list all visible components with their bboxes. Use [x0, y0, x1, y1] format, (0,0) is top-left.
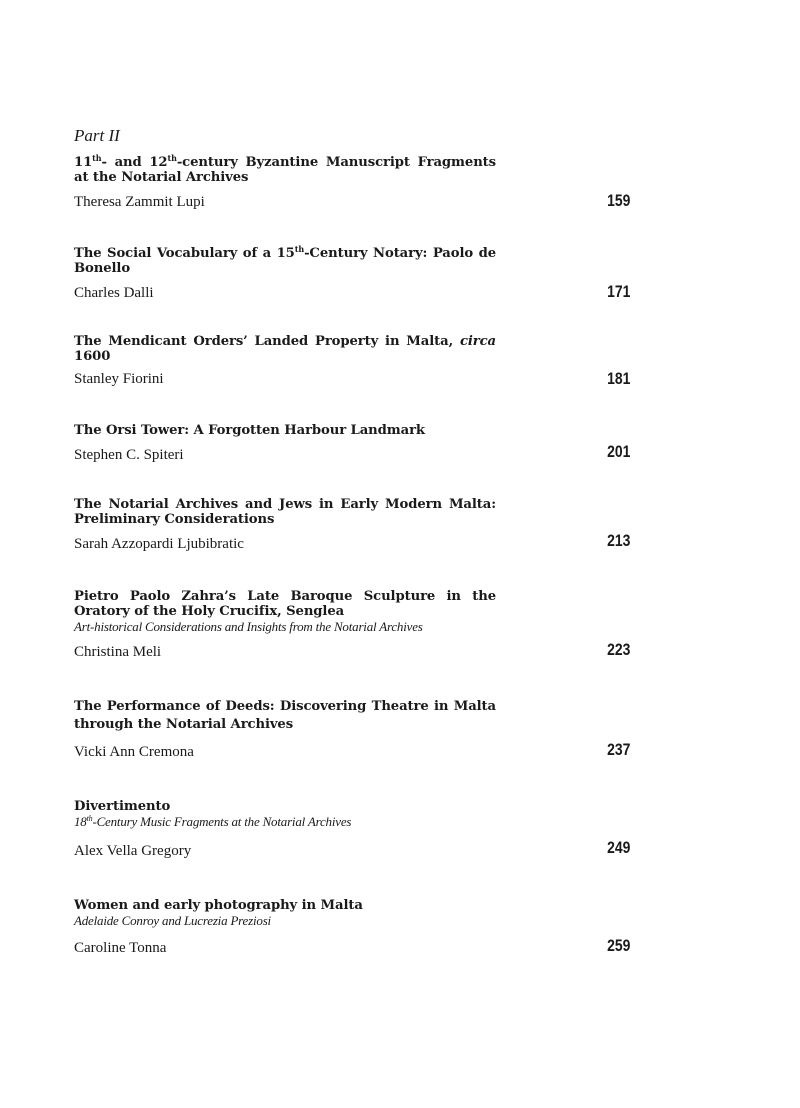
toc-entry[interactable] — [74, 423, 634, 463]
entry-author: Christina Meli — [74, 644, 162, 660]
toc-entry[interactable] — [74, 334, 634, 388]
entry-title: Pietro Paolo Zahra’s Late Baroque Sculpture in the Oratory of the Holy Crucifix, Senglea — [74, 589, 496, 619]
toc-entry[interactable] — [74, 799, 634, 859]
toc-entry[interactable] — [74, 244, 634, 301]
entry-author: Alex Vella Gregory — [74, 843, 192, 859]
entry-title: The Performance of Deeds: Discovering Theatre in Malta through the Notarial Archives — [74, 699, 496, 732]
entry-title: Divertimento — [74, 799, 171, 814]
entry-page-number: 201 — [606, 442, 630, 461]
entry-author: Stanley Fiorini — [74, 371, 164, 387]
entry-author: Charles Dalli — [74, 285, 154, 301]
entry-subtitle: 18th-Century Music Fragments at the Notarial Archives — [74, 814, 352, 829]
entry-page-number: 249 — [606, 838, 630, 857]
toc-entry[interactable] — [74, 497, 634, 552]
toc-entry[interactable] — [74, 698, 634, 760]
entry-title: 11th- and 12th-century Byzantine Manuscript Fragments at the Notarial Archives — [74, 153, 496, 185]
entry-page-number: 213 — [606, 531, 630, 550]
entry-subtitle: Art-historical Considerations and Insights from the Notarial Archives — [74, 619, 423, 634]
entry-title: The Orsi Tower: A Forgotten Harbour Landmark — [74, 423, 425, 438]
entry-author: Vicki Ann Cremona — [74, 744, 194, 760]
entry-page-number: 181 — [606, 369, 630, 388]
toc-entry[interactable] — [74, 898, 634, 956]
entry-title: The Social Vocabulary of a 15th-Century Notary: Paolo de Bonello — [74, 244, 497, 276]
entry-page-number: 223 — [606, 640, 630, 659]
entry-page-number: 259 — [606, 936, 630, 955]
toc-entry[interactable] — [74, 589, 634, 660]
entry-title: The Notarial Archives and Jews in Early Modern Malta: Preliminary Considerations — [74, 497, 496, 527]
entry-author: Stephen C. Spiteri — [74, 447, 184, 463]
entry-page-number: 159 — [606, 191, 630, 210]
entry-title: Women and early photography in Malta — [74, 898, 363, 913]
entry-author: Caroline Tonna — [74, 940, 167, 956]
entry-author: Sarah Azzopardi Ljubibratic — [74, 536, 244, 552]
entry-author: Theresa Zammit Lupi — [74, 194, 205, 210]
entry-subtitle: Adelaide Conroy and Lucrezia Preziosi — [74, 913, 271, 928]
toc-entry[interactable] — [74, 153, 634, 210]
entry-title: The Mendicant Orders’ Landed Property in Malta, circa 1600 — [74, 334, 496, 364]
part-heading: Part II — [74, 126, 120, 145]
entry-page-number: 171 — [606, 282, 630, 301]
entry-page-number: 237 — [606, 740, 630, 759]
